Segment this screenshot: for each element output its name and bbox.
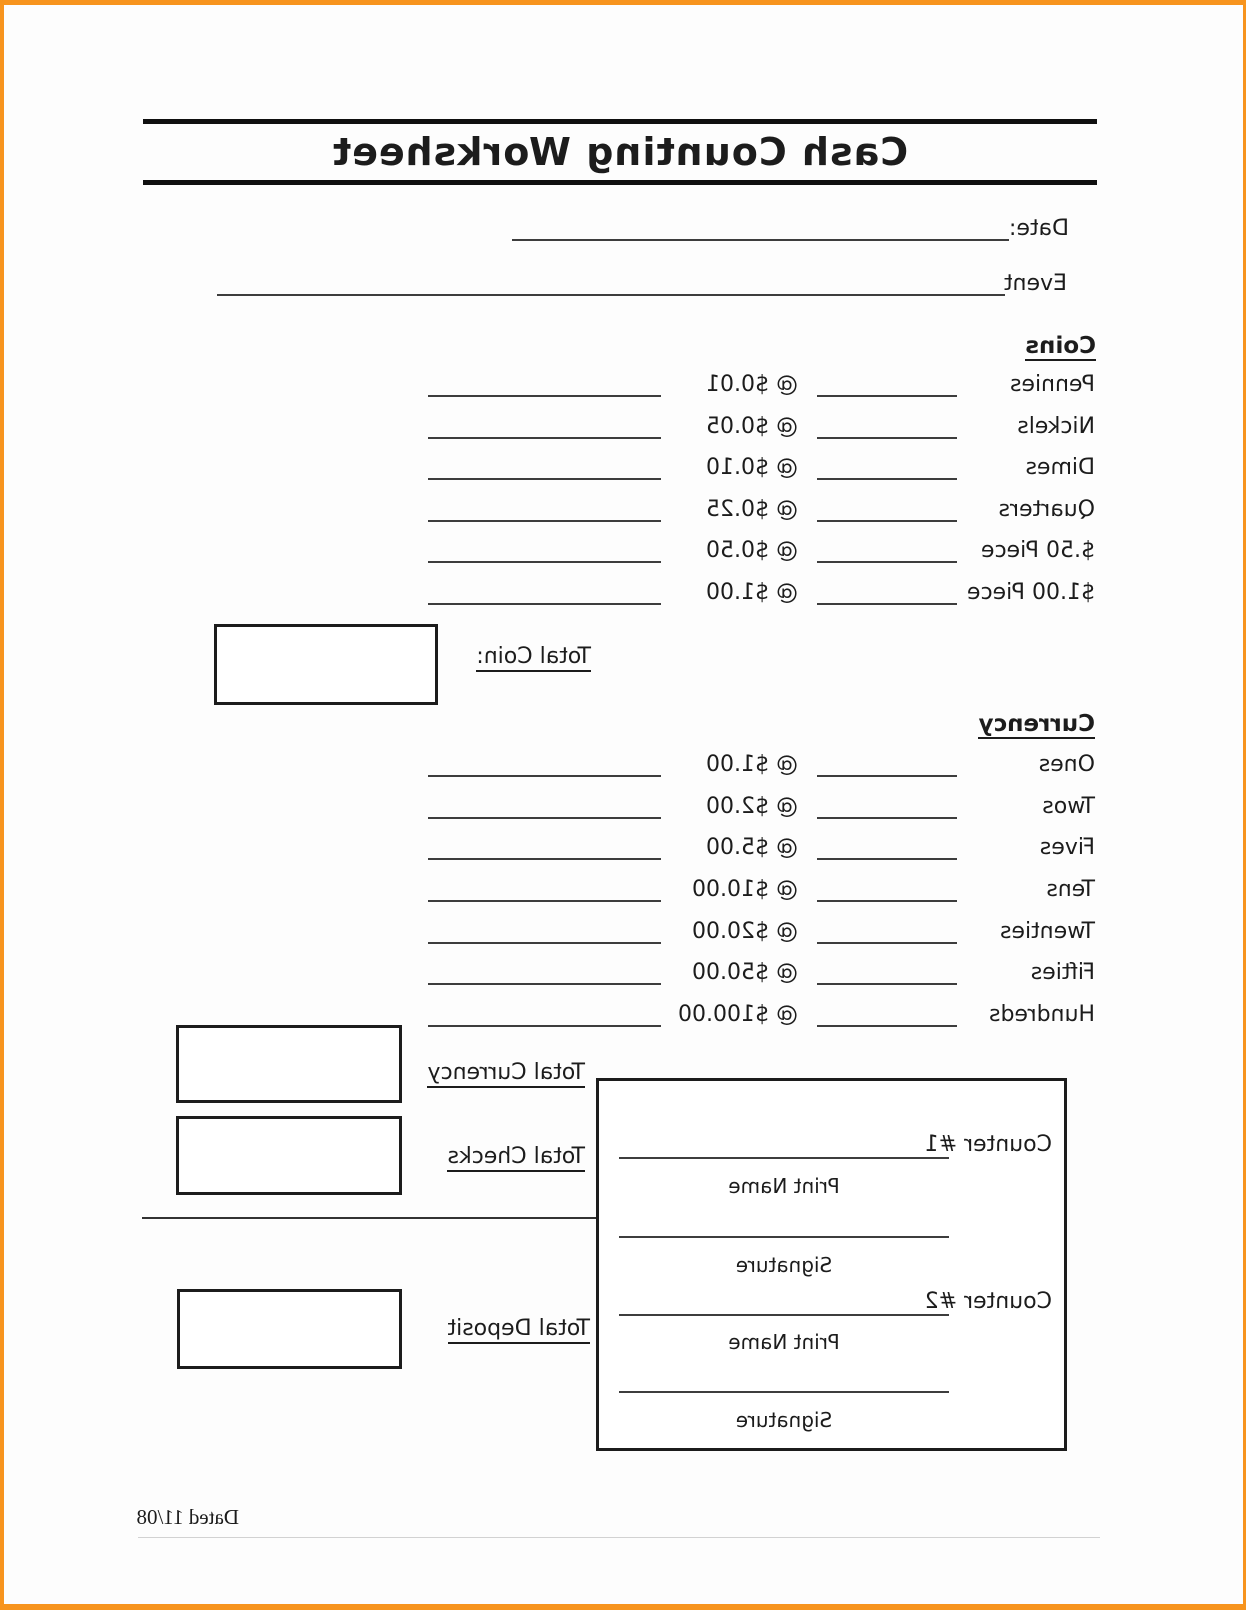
worksheet-document bbox=[4, 5, 1243, 1604]
counter2-print-name-line bbox=[619, 1292, 949, 1316]
coin-row-pennies bbox=[4, 373, 1243, 403]
currency-row-tens bbox=[4, 878, 1243, 908]
total-checks-label: Total Checks bbox=[447, 1145, 585, 1172]
coin-label: Dimes bbox=[1025, 455, 1095, 480]
coin-row-dimes bbox=[4, 456, 1243, 486]
coin-label: Quarters bbox=[998, 497, 1095, 522]
signature-caption: Signature bbox=[735, 1408, 833, 1432]
counter1-label: Counter #1 bbox=[924, 1132, 1052, 1157]
date-line bbox=[512, 217, 1009, 241]
footer-rule bbox=[138, 1537, 1100, 1538]
print-name-caption: Print Name bbox=[728, 1174, 840, 1198]
total-line bbox=[428, 795, 661, 819]
coin-row-half-dollar bbox=[4, 539, 1243, 569]
total-line bbox=[428, 920, 661, 944]
title-rule-bottom bbox=[143, 180, 1097, 185]
total-line bbox=[428, 753, 661, 777]
total-line bbox=[428, 373, 661, 397]
rate-label: @ $20.00 bbox=[692, 919, 798, 944]
total-line bbox=[428, 539, 661, 563]
counter1-signature-line bbox=[619, 1214, 949, 1238]
event-label: Event bbox=[1003, 271, 1067, 296]
total-line bbox=[428, 415, 661, 439]
currency-label: Twenties bbox=[999, 919, 1095, 944]
counter1-print-name-line bbox=[619, 1135, 949, 1159]
total-line bbox=[428, 836, 661, 860]
counter2-signature-line bbox=[619, 1369, 949, 1393]
count-line bbox=[817, 539, 957, 563]
rate-label: @ $1.00 bbox=[706, 752, 798, 777]
currency-label: Ones bbox=[1038, 752, 1095, 777]
rate-label: @ $50.00 bbox=[692, 960, 798, 985]
total-coin-label: Total Coin: bbox=[476, 645, 591, 672]
coin-row-quarters bbox=[4, 498, 1243, 528]
count-line bbox=[817, 498, 957, 522]
coins-header: Coins bbox=[1025, 333, 1096, 359]
currency-row-twenties bbox=[4, 920, 1243, 950]
count-line bbox=[817, 836, 957, 860]
print-name-caption: Print Name bbox=[728, 1330, 840, 1354]
count-line bbox=[817, 920, 957, 944]
currency-header: Currency bbox=[978, 711, 1095, 737]
coin-label: $.50 Piece bbox=[980, 538, 1095, 563]
currency-row-fives bbox=[4, 836, 1243, 866]
rate-label: @ $10.00 bbox=[692, 877, 798, 902]
counters-box bbox=[596, 1078, 1067, 1451]
rate-label: @ $5.00 bbox=[706, 835, 798, 860]
page-title: Cash Counting Worksheet bbox=[331, 130, 909, 174]
event-line bbox=[217, 272, 1005, 296]
total-line bbox=[428, 1003, 661, 1027]
coin-row-dollar-coin bbox=[4, 581, 1243, 611]
coin-label: Nickels bbox=[1017, 414, 1095, 439]
total-deposit-box bbox=[177, 1289, 402, 1369]
count-line bbox=[817, 961, 957, 985]
rate-label: @ $0.05 bbox=[706, 414, 798, 439]
total-coin-box bbox=[214, 624, 438, 705]
rate-label: @ $1.00 bbox=[706, 580, 798, 605]
count-line bbox=[817, 1003, 957, 1027]
currency-label: Fives bbox=[1039, 835, 1095, 860]
signature-caption: Signature bbox=[735, 1253, 833, 1277]
currency-label: Twos bbox=[1042, 794, 1095, 819]
count-line bbox=[817, 415, 957, 439]
coin-label: $1.00 Piece bbox=[966, 580, 1095, 605]
footer-dated: Dated 11/08 bbox=[136, 1505, 239, 1529]
count-line bbox=[817, 878, 957, 902]
total-line bbox=[428, 456, 661, 480]
coin-label: Pennies bbox=[1009, 372, 1095, 397]
total-currency-box bbox=[176, 1025, 402, 1103]
count-line bbox=[817, 795, 957, 819]
total-currency-label: Total Currency bbox=[428, 1061, 586, 1088]
currency-label: Tens bbox=[1046, 877, 1095, 902]
count-line bbox=[817, 581, 957, 605]
total-checks-box bbox=[176, 1116, 402, 1195]
currency-row-twos bbox=[4, 795, 1243, 825]
total-line bbox=[428, 878, 661, 902]
count-line bbox=[817, 456, 957, 480]
total-line bbox=[428, 498, 661, 522]
rate-label: @ $100.00 bbox=[678, 1002, 798, 1027]
rate-label: @ $0.01 bbox=[706, 372, 798, 397]
date-label: Date: bbox=[1009, 216, 1069, 241]
total-line bbox=[428, 961, 661, 985]
currency-label: Fifties bbox=[1030, 960, 1095, 985]
count-line bbox=[817, 753, 957, 777]
total-line bbox=[428, 581, 661, 605]
rate-label: @ $0.25 bbox=[706, 497, 798, 522]
currency-label: Hundreds bbox=[989, 1002, 1095, 1027]
count-line bbox=[817, 373, 957, 397]
rate-label: @ $0.10 bbox=[706, 455, 798, 480]
currency-row-ones bbox=[4, 753, 1243, 783]
total-deposit-label: Total Deposit bbox=[448, 1317, 590, 1344]
rate-label: @ $0.50 bbox=[706, 538, 798, 563]
rate-label: @ $2.00 bbox=[706, 794, 798, 819]
title-rule-top bbox=[143, 119, 1097, 124]
coin-row-nickels bbox=[4, 415, 1243, 445]
counter2-label: Counter #2 bbox=[924, 1289, 1052, 1314]
currency-row-fifties bbox=[4, 961, 1243, 991]
